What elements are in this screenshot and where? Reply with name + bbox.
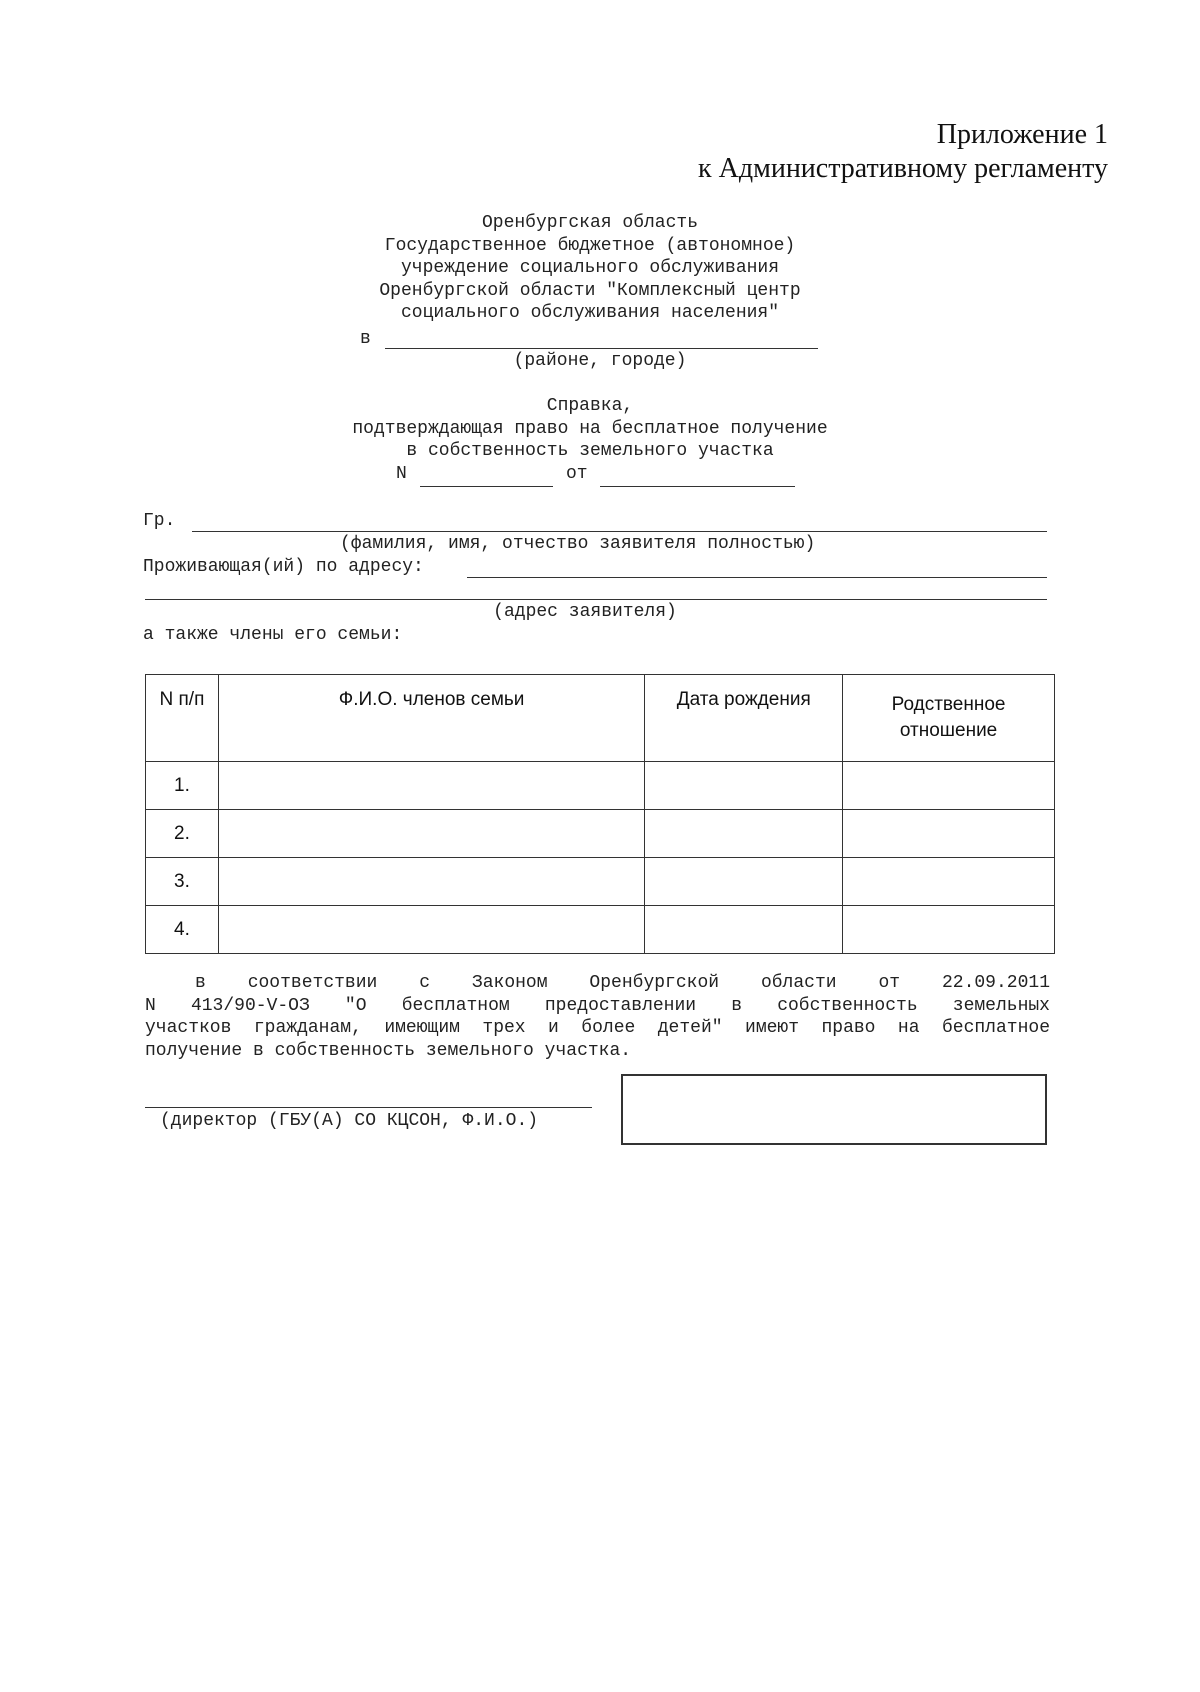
member-relation-cell[interactable] (843, 810, 1055, 858)
member-birth-cell[interactable] (645, 810, 843, 858)
stamp-box (621, 1074, 1047, 1145)
member-name-cell[interactable] (218, 810, 644, 858)
table-row (146, 906, 1055, 954)
row-number: 3. (146, 858, 219, 906)
certificate-title-block (300, 395, 880, 463)
applicant-name-caption: (фамилия, имя, отчество заявителя полностью) (340, 534, 816, 554)
member-name-cell[interactable] (218, 762, 644, 810)
member-name-cell[interactable] (218, 858, 644, 906)
certificate-subtitle-1: подтверждающая право на бесплатное получение (352, 418, 828, 439)
certificate-subtitle-2: в собственность земельного участка (406, 441, 774, 461)
table-row (146, 858, 1055, 906)
appendix-title: Приложение 1 (936, 119, 1108, 150)
table-header-row (146, 675, 1055, 762)
date-field-line[interactable] (600, 486, 795, 487)
director-signature-line[interactable] (145, 1107, 592, 1108)
member-relation-cell[interactable] (843, 858, 1055, 906)
header-relation-line-1: Родственное (891, 694, 1006, 715)
certificate-title: Справка, (546, 396, 634, 416)
address-caption: (адрес заявителя) (493, 602, 677, 622)
org-line-5: социального обслуживания населения" (400, 303, 780, 323)
header-num: N п/п (146, 675, 219, 762)
organization-block (330, 212, 850, 325)
applicant-name-field-line[interactable] (192, 531, 1047, 532)
date-label: от (566, 464, 588, 484)
appendix-header (698, 118, 1108, 186)
table-row (146, 762, 1055, 810)
family-intro: а также члены его семьи: (143, 625, 403, 645)
law-line-2: N 413/90-V-ОЗ "О бесплатном предоставлении в собственность земельных (145, 995, 1050, 1016)
law-paragraph (145, 972, 1050, 1062)
org-line-4: Оренбургской области "Комплексный центр (379, 280, 801, 301)
number-field-line[interactable] (420, 486, 553, 487)
row-number: 2. (146, 810, 219, 858)
number-label: N (396, 464, 407, 484)
member-birth-cell[interactable] (645, 858, 843, 906)
law-line-1: в соответствии с Законом Оренбургской области от 22.09.2011 (195, 973, 1050, 993)
org-line-3: учреждение социального обслуживания (400, 258, 780, 278)
header-birth-date: Дата рождения (645, 675, 843, 762)
address-label: Проживающая(ий) по адресу: (143, 557, 424, 577)
member-name-cell[interactable] (218, 906, 644, 954)
family-members-table (145, 674, 1055, 954)
header-relation (843, 675, 1055, 762)
header-name: Ф.И.О. членов семьи (218, 675, 644, 762)
member-birth-cell[interactable] (645, 906, 843, 954)
table-row (146, 810, 1055, 858)
citizen-label: Гр. (143, 511, 176, 531)
org-line-1: Оренбургская область (481, 213, 699, 233)
member-birth-cell[interactable] (645, 762, 843, 810)
address-field-line-1[interactable] (467, 577, 1047, 578)
row-number: 1. (146, 762, 219, 810)
org-in-prefix: в (360, 329, 371, 349)
member-relation-cell[interactable] (843, 906, 1055, 954)
row-number: 4. (146, 906, 219, 954)
appendix-subtitle: к Административному регламенту (698, 153, 1108, 184)
district-field-line[interactable] (385, 348, 818, 349)
district-caption: (районе, городе) (513, 351, 687, 371)
law-line-3: участков гражданам, имеющим трех и более детей" имеют право на бесплатное (145, 1018, 1050, 1038)
law-line-4: получение в собственность земельного участка. (145, 1040, 632, 1061)
member-relation-cell[interactable] (843, 762, 1055, 810)
org-line-2: Государственное бюджетное (автономное) (384, 235, 796, 256)
address-field-line-2[interactable] (145, 599, 1047, 600)
director-caption: (директор (ГБУ(А) СО КЦСОН, Ф.И.О.) (160, 1111, 539, 1131)
header-relation-line-2: отношение (899, 720, 998, 741)
